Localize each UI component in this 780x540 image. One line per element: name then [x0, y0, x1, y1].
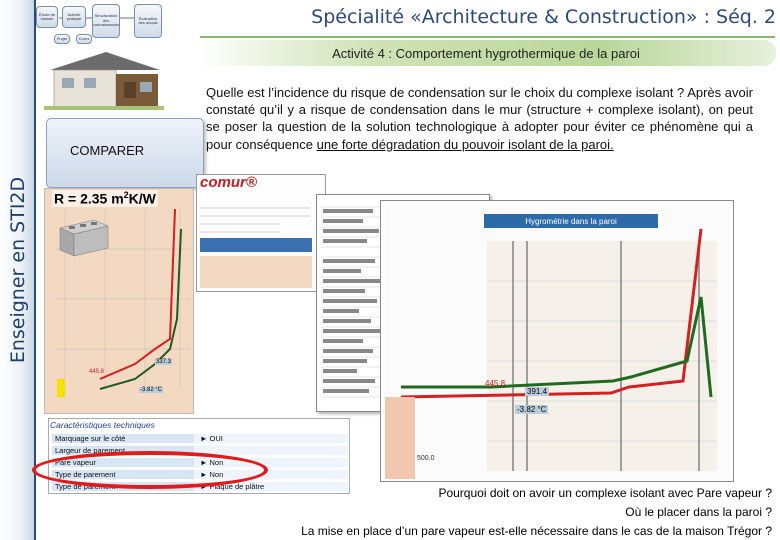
hygrometry-title: Hygrométrie dans la paroi — [484, 214, 658, 228]
left-chart-label: 337.3 — [156, 359, 172, 365]
activity-banner — [196, 40, 776, 66]
page-title: Spécialité «Architecture & Construction» : Séq. 2 — [311, 6, 776, 28]
flow-step: Projet — [54, 34, 70, 44]
intro-text-underlined: une forte dégradation du pouvoir isolant de la paroi. — [316, 136, 614, 152]
tech-row-value: ► OUI — [194, 434, 348, 444]
tech-row-key: Type de parement — [52, 482, 194, 492]
hygrometry-label: 500.0 — [417, 455, 435, 462]
left-chart-label: -3.82 °C — [140, 387, 163, 393]
r-value-prefix: R = 2.35 m — [54, 190, 124, 207]
flow-step: Structuration des connaissances — [92, 4, 120, 38]
product-brand: comur® — [200, 174, 257, 191]
tech-row-value: ► Non — [194, 458, 348, 468]
tech-row-key: Marquage sur le côté — [52, 434, 194, 444]
activity-title: Activité 4 : Comportement hygrothermique de la paroi — [332, 45, 640, 61]
tech-row-key: Pare vapeur — [52, 458, 194, 468]
pare-vapeur-highlight-ellipse — [32, 451, 268, 489]
tech-table-title: Caractéristiques techniques — [50, 420, 155, 430]
tech-row-value: ► Plaque de plâtre — [194, 482, 348, 492]
tech-table-row — [52, 434, 348, 444]
question-1: Pourquoi doit on avoir un complexe isolant avec Pare vapeur ? — [438, 486, 772, 500]
hygrometry-label: 445.8 — [485, 379, 506, 388]
question-2: Où le placer dans la paroi ? — [625, 505, 772, 519]
house-illustration — [44, 48, 164, 110]
sidebar-label: Enseigner en STI2D — [7, 176, 30, 364]
flow-step: Cours — [76, 34, 92, 44]
thermal-resistance-value — [52, 190, 158, 207]
left-chart-line-green — [100, 229, 181, 389]
compare-label: COMPARER — [70, 143, 145, 158]
tech-row-value: ► Non — [194, 470, 348, 480]
hygrometry-chart-plot — [381, 201, 735, 483]
product-panel-content — [200, 198, 312, 288]
r-value-suffix: K/W — [128, 190, 156, 207]
question-3: La mise en place d’un pare vapeur est-elle nécessaire dans le cas de la maison Trégor ? — [301, 524, 772, 538]
concrete-block-image — [56, 214, 112, 260]
r-value-sup: 2 — [123, 190, 129, 200]
intro-paragraph — [206, 84, 753, 153]
hygrometry-chart — [380, 200, 734, 482]
left-chart-label: 445.8 — [89, 369, 105, 375]
sidebar-label-wrapper — [0, 0, 36, 540]
tech-row-key: Type de parement — [52, 470, 194, 480]
tech-row-key: Largeur de parement — [52, 446, 194, 456]
flow-step: Évaluation des acquis — [134, 4, 162, 38]
title-underline — [200, 36, 775, 38]
flow-step: Activité pratique — [62, 6, 86, 28]
hygrometry-label: 391.4 — [527, 387, 548, 396]
hygrometry-label: -3.82 °C — [517, 405, 547, 414]
flow-step: Étude de dossier — [36, 6, 58, 28]
intro-text: Quelle est l’incidence du risque de condensation sur le choix du complexe isolant ? Après avoir constaté qu’il y a risque de condensation dans le mur (structure + complexe isolant), on peut se poser la question de la solution technologique à adopter pour éviter ce phénomène qui a pour conséquence — [206, 85, 753, 152]
